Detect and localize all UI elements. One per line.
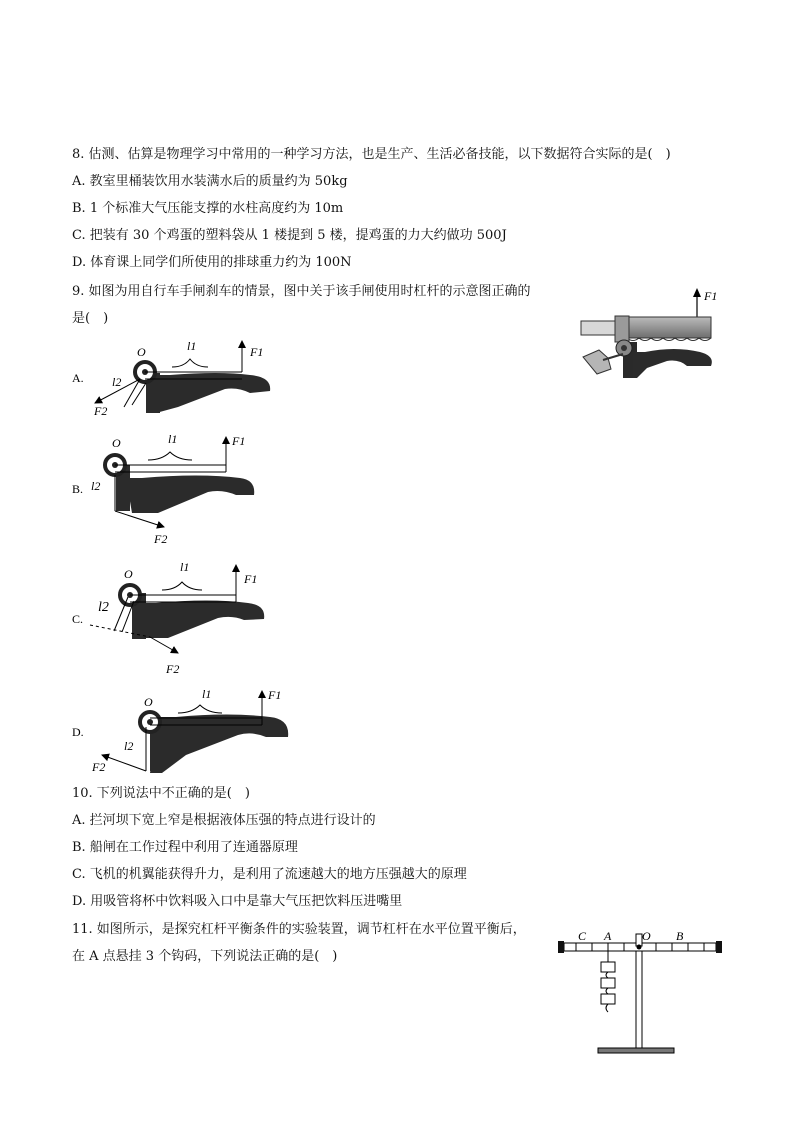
option-d-diagram	[72, 687, 288, 774]
point-a-label: A	[604, 929, 612, 943]
option-b-letter: B.	[72, 482, 84, 496]
q9-stem-line1: 9. 如图为用自行车手闸刹车的情景，图中关于该手闸使用时杠杆的示意图正确的	[72, 284, 531, 299]
brake-handle-figure	[575, 286, 725, 386]
q10-option-b: B. 船闸在工作过程中利用了连通器原理	[72, 840, 298, 855]
option-d-l1: l1	[202, 687, 212, 701]
lever-balance-apparatus	[550, 922, 730, 1057]
q8-option-d: D. 体育课上同学们所使用的排球重力约为 100N	[72, 255, 352, 270]
option-d-l2: l2	[124, 739, 134, 753]
q8-stem: 8. 估测、估算是物理学习中常用的一种学习方法，也是生产、生活必备技能，以下数据符合实际的是( )	[72, 147, 671, 162]
option-a-l2: l2	[112, 375, 122, 389]
q10-option-d: D. 用吸管将杯中饮料吸入口中是靠大气压把饮料压进嘴里	[72, 894, 403, 909]
option-d-f2: F2	[92, 760, 106, 774]
option-a-diagram	[72, 339, 270, 418]
option-c-f1: F1	[244, 572, 258, 586]
option-a-letter: A.	[72, 371, 84, 385]
q9-stem-line2: 是( )	[72, 311, 109, 326]
option-a-o: O	[137, 345, 146, 359]
option-a-l1: l1	[187, 339, 197, 353]
option-c-o: O	[124, 567, 133, 581]
option-d-f1: F1	[268, 688, 282, 702]
q11-stem-line1: 11. 如图所示，是探究杠杆平衡条件的实验装置，调节杠杆在水平位置平衡后，	[72, 922, 526, 937]
option-b-diagram	[72, 432, 254, 546]
option-d-o: O	[144, 695, 153, 709]
q9-options-diagrams	[60, 335, 300, 800]
option-b-o: O	[112, 436, 121, 450]
point-b-label: B	[676, 929, 684, 943]
option-a-f1: F1	[250, 345, 264, 359]
q8-option-b: B. 1 个标准大气压能支撑的水柱高度约为 10m	[72, 201, 344, 216]
q8-option-c: C. 把装有 30 个鸡蛋的塑料袋从 1 楼提到 5 楼，提鸡蛋的力大约做功 500J	[72, 228, 507, 243]
option-c-l1: l1	[180, 560, 190, 574]
q10-stem: 10. 下列说法中不正确的是( )	[72, 786, 250, 801]
point-o-label: O	[642, 929, 651, 943]
q8-option-a: A. 教室里桶装饮用水装满水后的质量约为 50kg	[72, 174, 348, 189]
q11-stem-line2: 在 A 点悬挂 3 个钩码，下列说法正确的是( )	[72, 949, 338, 964]
option-d-letter: D.	[72, 725, 84, 739]
option-c-f2: F2	[166, 662, 180, 676]
option-b-l2: l2	[91, 479, 101, 493]
point-c-label: C	[578, 929, 587, 943]
option-b-l1: l1	[168, 432, 178, 446]
option-c-letter: C.	[72, 612, 84, 626]
option-c-l2: l2	[98, 600, 109, 615]
q10-option-a: A. 拦河坝下宽上窄是根据液体压强的特点进行设计的	[72, 813, 376, 828]
q10-option-c: C. 飞机的机翼能获得升力，是利用了流速越大的地方压强越大的原理	[72, 867, 467, 882]
option-c-diagram	[72, 560, 264, 676]
figure-f1-label: F1	[704, 289, 718, 303]
option-b-f1: F1	[232, 434, 246, 448]
option-a-f2: F2	[94, 404, 108, 418]
option-b-f2: F2	[154, 532, 168, 546]
